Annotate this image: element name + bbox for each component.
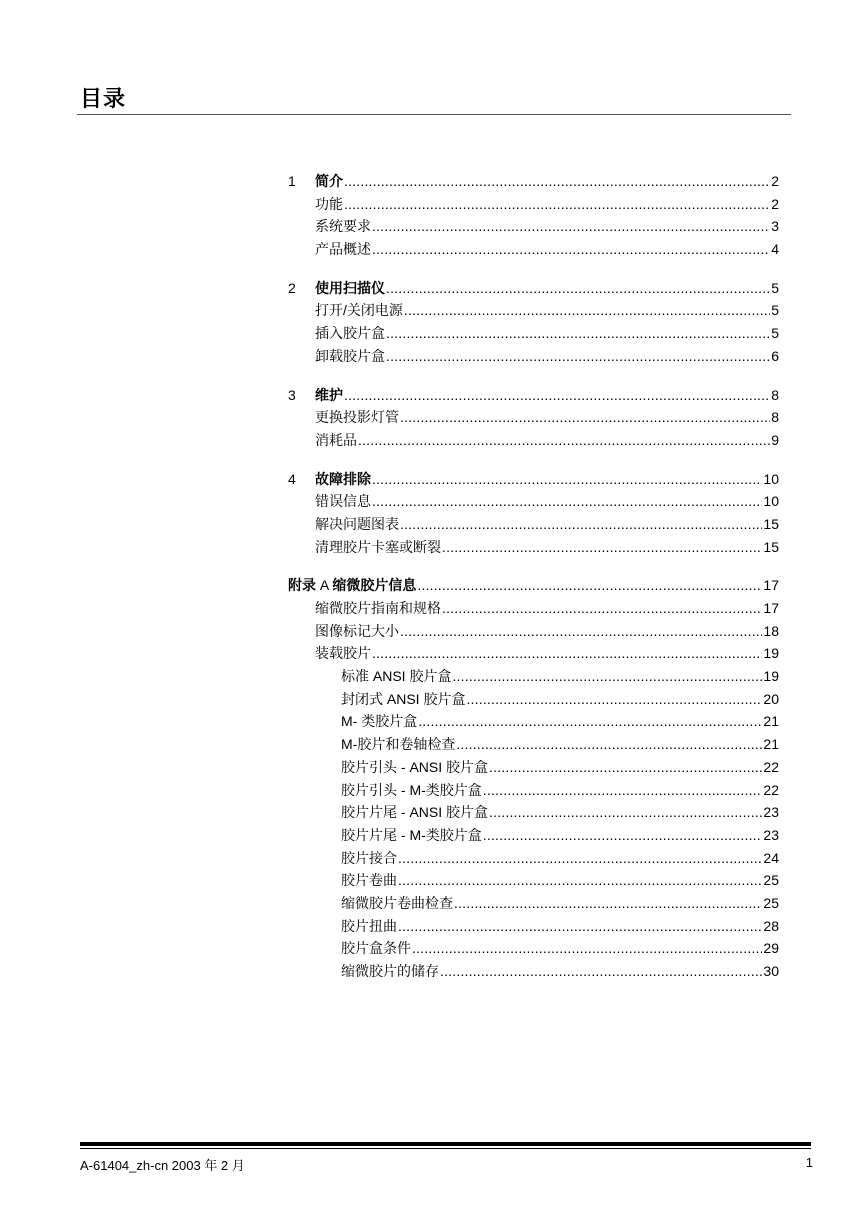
page-number: 3 xyxy=(771,218,779,235)
dot-leader xyxy=(398,869,762,892)
dot-leader xyxy=(489,756,762,779)
dot-leader xyxy=(456,733,762,756)
chapter-title: 故障排除 xyxy=(315,470,371,487)
page-number: 22 xyxy=(763,781,779,798)
dot-leader xyxy=(398,915,762,938)
subentry-title: 胶片扭曲 xyxy=(341,917,397,934)
toc-subentry-row[interactable] xyxy=(288,869,779,892)
page-number: 17 xyxy=(763,577,779,594)
page-number: 8 xyxy=(771,386,779,403)
dot-leader xyxy=(344,193,770,216)
toc-entry-row[interactable] xyxy=(288,193,779,216)
entry-title: 插入胶片盒 xyxy=(315,325,385,342)
page-number: 25 xyxy=(763,872,779,889)
toc-entry-row[interactable] xyxy=(288,513,779,536)
page-number: 28 xyxy=(763,917,779,934)
appendix-title: 缩微胶片信息 xyxy=(332,577,417,594)
dot-leader xyxy=(344,170,770,193)
dot-leader xyxy=(400,406,770,429)
page-number: 29 xyxy=(763,940,779,957)
subentry-title: M- 类胶片盒 xyxy=(341,713,418,730)
dot-leader xyxy=(442,536,762,559)
toc-entry-row[interactable] xyxy=(288,642,779,665)
dot-leader xyxy=(412,937,762,960)
page-number: 10 xyxy=(763,493,779,510)
subentry-title: 胶片接合 xyxy=(341,849,397,866)
table-of-contents xyxy=(288,170,779,999)
subentry-title: M-胶片和卷轴检查 xyxy=(341,736,456,753)
toc-section-2 xyxy=(288,277,779,368)
appendix-prefix: 附录 xyxy=(288,577,316,594)
toc-entry-row[interactable] xyxy=(288,406,779,429)
toc-appendix-a xyxy=(288,574,779,982)
page-number: 9 xyxy=(771,431,779,448)
title-divider xyxy=(77,114,791,115)
page-number: 21 xyxy=(763,736,779,753)
page-number: 4 xyxy=(771,241,779,258)
page-number: 18 xyxy=(763,622,779,639)
toc-subentry-row[interactable] xyxy=(288,960,779,983)
toc-appendix-row[interactable] xyxy=(288,574,779,597)
subentry-title: 胶片盒条件 xyxy=(341,940,411,957)
dot-leader xyxy=(372,468,762,491)
entry-title: 清理胶片卡塞或断裂 xyxy=(315,538,441,555)
footer-divider-thin xyxy=(80,1148,811,1149)
page-number: 25 xyxy=(763,894,779,911)
subentry-title: 胶片引头 - M-类胶片盒 xyxy=(341,781,482,798)
entry-title: 图像标记大小 xyxy=(315,622,399,639)
toc-entry-row[interactable] xyxy=(288,345,779,368)
chapter-title: 简介 xyxy=(315,173,343,189)
dot-leader xyxy=(454,892,762,915)
footer-divider-thick xyxy=(80,1142,811,1146)
dot-leader xyxy=(358,429,770,452)
subentry-title: 封闭式 ANSI 胶片盒 xyxy=(341,690,466,707)
toc-entry-row[interactable] xyxy=(288,490,779,513)
toc-section-3 xyxy=(288,384,779,452)
chapter-number: 1 xyxy=(288,173,296,189)
toc-subentry-row[interactable] xyxy=(288,779,779,802)
page-number: 5 xyxy=(771,279,779,296)
chapter-number: 2 xyxy=(288,279,296,296)
chapter-title: 使用扫描仪 xyxy=(315,279,385,296)
entry-title: 产品概述 xyxy=(315,241,371,258)
toc-subentry-row[interactable] xyxy=(288,733,779,756)
toc-entry-row[interactable] xyxy=(288,322,779,345)
dot-leader xyxy=(372,642,762,665)
toc-entry-row[interactable] xyxy=(288,536,779,559)
page-number: 5 xyxy=(771,302,779,319)
dot-leader xyxy=(489,801,762,824)
toc-subentry-row[interactable] xyxy=(288,756,779,779)
toc-entry-row[interactable] xyxy=(288,215,779,238)
subentry-title: 胶片片尾 - ANSI 胶片盒 xyxy=(341,804,489,821)
footer-page-number: 1 xyxy=(805,1155,813,1170)
page-number: 17 xyxy=(763,600,779,616)
toc-entry-row[interactable] xyxy=(288,238,779,261)
toc-chapter-row[interactable] xyxy=(288,468,779,491)
dot-leader xyxy=(440,960,762,983)
entry-title: 缩微胶片指南和规格 xyxy=(315,600,441,616)
toc-section-1 xyxy=(288,170,779,261)
chapter-number: 4 xyxy=(288,470,296,487)
toc-subentry-row[interactable] xyxy=(288,688,779,711)
page-number: 8 xyxy=(771,409,779,426)
page-number: 2 xyxy=(771,195,779,212)
page-number: 15 xyxy=(763,515,779,532)
toc-entry-row[interactable] xyxy=(288,299,779,322)
toc-entry-row[interactable] xyxy=(288,620,779,643)
entry-title: 系统要求 xyxy=(315,218,371,235)
dot-leader xyxy=(372,490,762,513)
subentry-title: 胶片卷曲 xyxy=(341,872,397,889)
dot-leader xyxy=(400,513,762,536)
dot-leader xyxy=(404,299,770,322)
dot-leader xyxy=(483,824,763,847)
appendix-heading xyxy=(288,574,416,597)
toc-section-4 xyxy=(288,468,779,559)
dot-leader xyxy=(344,384,770,407)
dot-leader xyxy=(372,238,770,261)
page-number: 19 xyxy=(763,668,779,685)
toc-subentry-row[interactable] xyxy=(288,710,779,733)
footer-doc-id: A-61404_zh-cn 2003 年 2 月 xyxy=(80,1158,245,1173)
dot-leader xyxy=(483,779,763,802)
page-number: 6 xyxy=(771,347,779,364)
page-number: 5 xyxy=(771,325,779,342)
entry-title: 功能 xyxy=(315,195,343,212)
chapter-number: 3 xyxy=(288,386,296,403)
page-number: 21 xyxy=(763,713,779,730)
page-number: 10 xyxy=(763,470,779,487)
toc-entry-row[interactable] xyxy=(288,429,779,452)
dot-leader xyxy=(442,597,762,620)
dot-leader xyxy=(400,620,762,643)
chapter-title: 维护 xyxy=(315,386,343,403)
page-number: 15 xyxy=(763,538,779,555)
toc-subentry-row[interactable] xyxy=(288,801,779,824)
toc-entry-row[interactable] xyxy=(288,597,779,620)
entry-title: 打开/关闭电源 xyxy=(315,302,403,319)
dot-leader xyxy=(386,277,770,300)
entry-title: 卸载胶片盒 xyxy=(315,347,385,364)
entry-title: 消耗品 xyxy=(315,431,357,448)
entry-title: 更换投影灯管 xyxy=(315,409,399,426)
dot-leader xyxy=(452,665,762,688)
subentry-title: 缩微胶片的储存 xyxy=(341,963,439,979)
dot-leader xyxy=(417,574,762,597)
page-title: 目录 xyxy=(80,87,127,112)
page-number: 22 xyxy=(763,758,779,775)
page-number: 24 xyxy=(763,849,779,866)
dot-leader xyxy=(398,847,762,870)
page-number: 23 xyxy=(763,804,779,821)
page-number: 2 xyxy=(771,173,779,189)
entry-title: 错误信息 xyxy=(315,493,371,510)
toc-subentry-row[interactable] xyxy=(288,892,779,915)
toc-chapter-row[interactable] xyxy=(288,170,779,193)
dot-leader xyxy=(418,710,762,733)
entry-title: 解决问题图表 xyxy=(315,515,399,532)
toc-chapter-row[interactable] xyxy=(288,277,779,300)
subentry-title: 缩微胶片卷曲检查 xyxy=(341,894,453,911)
toc-subentry-row[interactable] xyxy=(288,847,779,870)
page-number: 19 xyxy=(763,645,779,662)
toc-subentry-row[interactable] xyxy=(288,824,779,847)
subentry-title: 胶片引头 - ANSI 胶片盒 xyxy=(341,758,489,775)
entry-title: 装载胶片 xyxy=(315,645,371,662)
toc-chapter-row[interactable] xyxy=(288,384,779,407)
toc-subentry-row[interactable] xyxy=(288,915,779,938)
toc-subentry-row[interactable] xyxy=(288,665,779,688)
page-number: 30 xyxy=(763,963,779,979)
dot-leader xyxy=(386,322,770,345)
dot-leader xyxy=(372,215,770,238)
page-number: 20 xyxy=(763,690,779,707)
dot-leader xyxy=(466,688,762,711)
subentry-title: 胶片片尾 - M-类胶片盒 xyxy=(341,826,482,843)
dot-leader xyxy=(386,345,770,368)
subentry-title: 标准 ANSI 胶片盒 xyxy=(341,668,452,685)
toc-subentry-row[interactable] xyxy=(288,937,779,960)
page-number: 23 xyxy=(763,826,779,843)
appendix-letter: A xyxy=(319,577,329,594)
